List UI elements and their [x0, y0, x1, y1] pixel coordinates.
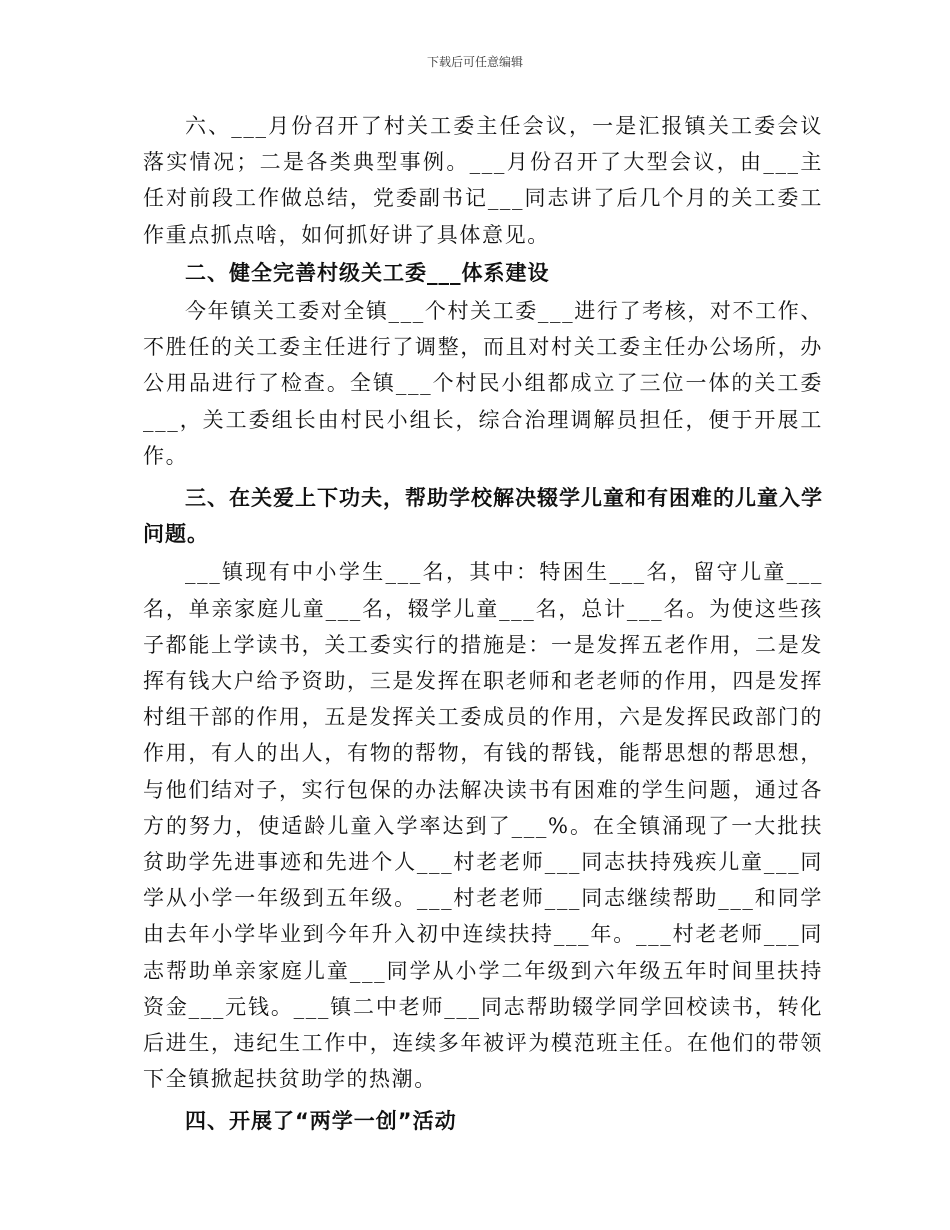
document-body	[143, 108, 823, 1140]
heading-section-three: 三、在关爱上下功夫，帮助学校解决辍学儿童和有困难的儿童入学问题。	[143, 486, 823, 547]
header-note: 下载后可任意编辑	[426, 55, 523, 69]
heading-section-two: 二、健全完善村级关工委___体系建设	[185, 260, 550, 285]
heading-section-four: 四、开展了“两学一创”活动	[185, 1109, 457, 1134]
paragraph-section-two: 今年镇关工委对全镇___个村关工委___进行了考核，对不工作、不胜任的关工委主任进行了调整，而且对村关工委主任办公场所，办公用品进行了检查。全镇___个村民小组都成立了三位一体的关工委___，关工委组长由村民小组长，综合治理调解员担任，便于开展工作。	[143, 299, 823, 468]
paragraph-section-six: 六、___月份召开了村关工委主任会议，一是汇报镇关工委会议落实情况；二是各类典型事例。___月份召开了大型会议，由___主任对前段工作做总结，党委副书记___同志讲了后几个月的关工委工作重点抓点啥，如何抓好讲了具体意见。	[143, 114, 823, 247]
paragraph-section-three: ___镇现有中小学生___名，其中：特困生___名，留守儿童___名，单亲家庭儿童___名，辍学儿童___名，总计___名。为使这些孩子都能上学读书，关工委实行的措施是：一是发挥五老作用，二是发挥有钱大户给予资助，三是发挥在职老师和老老师的作用，四是发挥村组干部的作用，五是发挥关工委成员的作用，六是发挥民政部门的作用，有人的出人，有物的帮物，有钱的帮钱，能帮思想的帮思想，与他们结对子，实行包保的办法解决读书有困难的学生问题，通过各方的努力，使适龄儿童入学率达到了___%。在全镇涌现了一大批扶贫助学先进事迹和先进个人___村老老师___同志扶持残疾儿童___同学从小学一年级到五年级。___村老老师___同志继续帮助___和同学由去年小学毕业到今年升入初中连续扶持___年。___村老老师___同志帮助单亲家庭儿童___同学从小学二年级到六年级五年时间里扶持资金___元钱。___镇二中老师___同志帮助辍学同学回校读书，转化后进生，违纪生工作中，连续多年被评为模范班主任。在他们的带领下全镇掀起扶贫助学的热潮。	[143, 560, 823, 1092]
